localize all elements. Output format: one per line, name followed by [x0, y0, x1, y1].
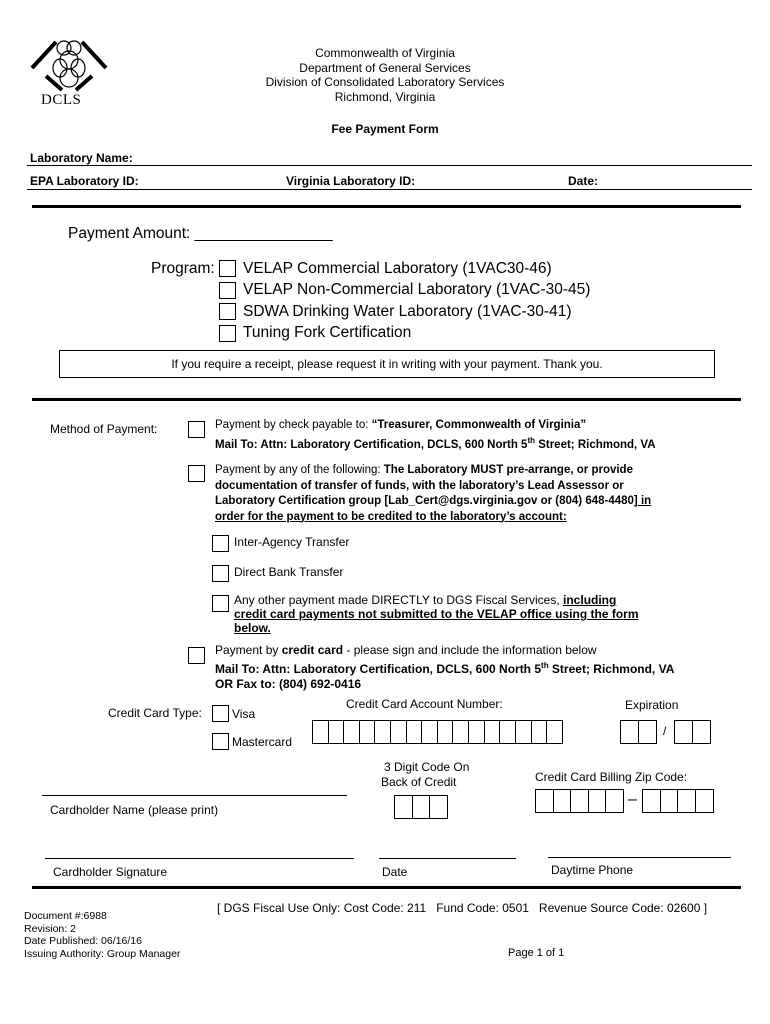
- signature-line[interactable]: [45, 858, 354, 859]
- check-payment-checkbox[interactable]: [188, 421, 205, 438]
- program-checkbox-2[interactable]: [219, 282, 236, 299]
- account-number-label: Credit Card Account Number:: [346, 697, 503, 711]
- zip-label: Credit Card Billing Zip Code:: [535, 770, 688, 784]
- receipt-note-box: [59, 350, 715, 378]
- section-rule-1: [32, 205, 741, 208]
- mastercard-label: Mastercard: [232, 735, 293, 749]
- section-rule-2: [32, 398, 741, 401]
- check-payment-text: Payment by check payable to: “Treasurer, Commonwealth of Virginia” Mail To: Attn: Laboratory Certification, DCLS, 600 North 5th Street; Richmond, VA: [215, 419, 656, 451]
- phone-line[interactable]: [548, 857, 731, 858]
- logo-text: DCLS: [41, 92, 82, 108]
- revision: Revision: 2: [24, 922, 76, 935]
- header-line-4: Richmond, Virginia: [334, 89, 436, 104]
- issuing-authority: Issuing Authority: Group Manager: [24, 947, 181, 960]
- program-checkbox-4[interactable]: [219, 325, 236, 342]
- payment-amount-field[interactable]: ________________: [194, 225, 333, 242]
- zip-separator: –: [628, 791, 637, 808]
- zip-field-ext[interactable]: [642, 789, 712, 813]
- program-option-1: VELAP Commercial Laboratory (1VAC30-46): [243, 260, 552, 277]
- account-number-field[interactable]: [312, 720, 562, 744]
- epa-id-label: EPA Laboratory ID:: [30, 174, 139, 188]
- doc-number: Document #:6988: [24, 910, 107, 922]
- other-direct-text: Any other payment made DIRECTLY to DGS Fiscal Services, including credit card payments not submitted to the VELAP office using the form below.: [234, 593, 639, 635]
- form-title: Fee Payment Form: [331, 122, 439, 136]
- expiration-year-field[interactable]: [674, 720, 709, 744]
- page-number: Page 1 of 1: [508, 947, 565, 959]
- program-option-3: SDWA Drinking Water Laboratory (1VAC-30-41): [243, 303, 572, 320]
- other-direct-checkbox[interactable]: [212, 595, 229, 612]
- dcls-emblem-icon: [24, 34, 114, 96]
- expiration-month-field[interactable]: [620, 720, 655, 744]
- program-checkbox-1[interactable]: [219, 260, 236, 277]
- payment-amount: [68, 225, 333, 243]
- lab-name-line: [27, 165, 752, 166]
- header-line-2: Department of General Services: [299, 60, 471, 75]
- date-line[interactable]: [379, 858, 516, 859]
- program-option-4: Tuning Fork Certification: [243, 324, 412, 341]
- header-line-3: Division of Consolidated Laboratory Services: [265, 75, 505, 89]
- phone-label: Daytime Phone: [551, 863, 634, 877]
- signature-label: Cardholder Signature: [53, 865, 168, 879]
- zip-field-main[interactable]: [535, 789, 623, 813]
- date-label: Date:: [568, 174, 599, 188]
- cvv-field[interactable]: [394, 795, 447, 819]
- program-option-2: VELAP Non-Commercial Laboratory (1VAC-30-45): [243, 281, 591, 298]
- agency-header: [200, 46, 570, 104]
- dcls-logo: [24, 34, 114, 114]
- visa-label: Visa: [232, 707, 256, 721]
- va-id-label: Virginia Laboratory ID:: [286, 174, 416, 188]
- credit-card-checkbox[interactable]: [188, 647, 205, 664]
- fiscal-use-note: [ DGS Fiscal Use Only: Cost Code: 211 Fund Code: 0501 Revenue Source Code: 02600 ]: [217, 901, 708, 915]
- program-checkbox-3[interactable]: [219, 303, 236, 320]
- cvv-label: 3 Digit Code On Back of Credit: [381, 760, 470, 789]
- visa-checkbox[interactable]: [212, 705, 229, 722]
- header-line-1: Commonwealth of Virginia: [315, 46, 455, 60]
- receipt-note: If you require a receipt, please request it in writing with your payment. Thank you.: [171, 357, 603, 371]
- cardholder-name-label: Cardholder Name (please print): [50, 803, 219, 817]
- mastercard-checkbox[interactable]: [212, 733, 229, 750]
- inter-agency-label: Inter-Agency Transfer: [234, 535, 350, 549]
- inter-agency-checkbox[interactable]: [212, 535, 229, 552]
- section-rule-3: [32, 886, 741, 889]
- document-meta: [24, 910, 180, 960]
- other-payment-checkbox[interactable]: [188, 465, 205, 482]
- method-label: Method of Payment:: [50, 422, 158, 436]
- date-published: Date Published: 06/16/16: [24, 935, 142, 947]
- signature-date-label: Date: [382, 865, 408, 879]
- other-payment-text: Payment by any of the following: The Laboratory MUST pre-arrange, or provide documentation of transfer of funds, with the laboratory’s Lead Assessor or Laboratory Certification group [Lab_Cert@dgs.virginia.gov or (804) 648-4480] in order for the payment to be credited to the laboratory’s account:: [215, 464, 652, 523]
- expiration-label: Expiration: [625, 698, 679, 712]
- bank-transfer-checkbox[interactable]: [212, 565, 229, 582]
- expiration-separator: /: [663, 724, 667, 738]
- card-type-label: Credit Card Type:: [108, 706, 202, 720]
- payment-amount-label: Payment Amount:: [68, 225, 191, 242]
- bank-transfer-label: Direct Bank Transfer: [234, 565, 344, 579]
- cardholder-name-line[interactable]: [42, 795, 347, 796]
- lab-name-label: Laboratory Name:: [30, 151, 133, 165]
- credit-card-text: Payment by credit card - please sign and include the information below Mail To: Attn: Laboratory Certification, DCLS, 600 North 5th Street; Richmond, VA OR Fax to: (804) 692-0416: [215, 643, 675, 691]
- lab-info-line: [27, 189, 752, 190]
- program-label: Program:: [151, 260, 215, 277]
